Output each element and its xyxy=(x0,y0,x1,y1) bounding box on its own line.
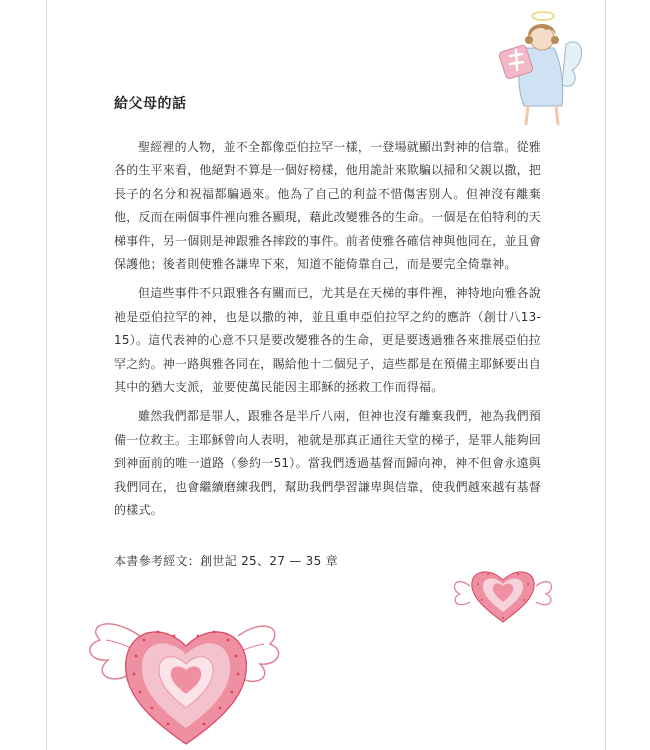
paragraph-3: 雖然我們都是罪人，跟雅各是半斤八兩，但神也沒有離棄我們，祂為我們預備一位救主。主耶穌曾向人表明，祂就是那真正通往天堂的梯子，是罪人能夠回到神面前的唯一道路（參約一51）。當我們透過基督而歸向神，神不但會永遠與我們同在，也會繼續磨練我們，幫助我們學習謙卑與信靠，使我們越來越有基督的樣式。 xyxy=(114,409,542,518)
winged-heart-large-illustration xyxy=(78,596,288,748)
paragraph-1: 聖經裡的人物，並不全都像亞伯拉罕一樣，一登場就顯出對神的信靠。從雅各的生平來看，他絕對不算是一個好榜樣，他用詭計來欺騙以掃和父親以撒，把長子的名分和祝福都騙過來。他為了自己的利益不惜傷害別人。但神沒有離棄他，反而在兩個事件裡向雅各顯現，藉此改變雅各的生命。一個是在伯特利的天梯事件，另一個則是神跟雅各摔跤的事件。前者使雅各確信神與他同在，並且會保護他；後者則使雅各謙卑下來，知道不能倚靠自己，而是要完全倚靠神。 xyxy=(114,140,542,272)
winged-heart-small-illustration xyxy=(448,560,558,630)
crop-mark-right xyxy=(605,0,606,750)
body-text xyxy=(114,136,541,529)
page-title: 給父母的話 xyxy=(114,96,187,112)
scripture-reference: 本書參考經文：創世記 25、27 — 35 章 xyxy=(114,554,338,568)
crop-mark-left xyxy=(46,0,47,750)
paragraph-2: 但這些事件不只跟雅各有關而已，尤其是在天梯的事件裡，神特地向雅各說祂是亞伯拉罕的神，也是以撒的神，並且重申亞伯拉罕之約的應許（創廿八13-15）。這代表神的心意不只是要改變雅各的生命，更是要透過雅各來推展亞伯拉罕之約。神一路與雅各同在，賜給他十二個兒子，這些都是在預備主耶穌要出自其中的猶大支派，並要使萬民能因主耶穌的拯救工作而得福。 xyxy=(114,286,542,395)
angel-illustration xyxy=(488,4,588,134)
